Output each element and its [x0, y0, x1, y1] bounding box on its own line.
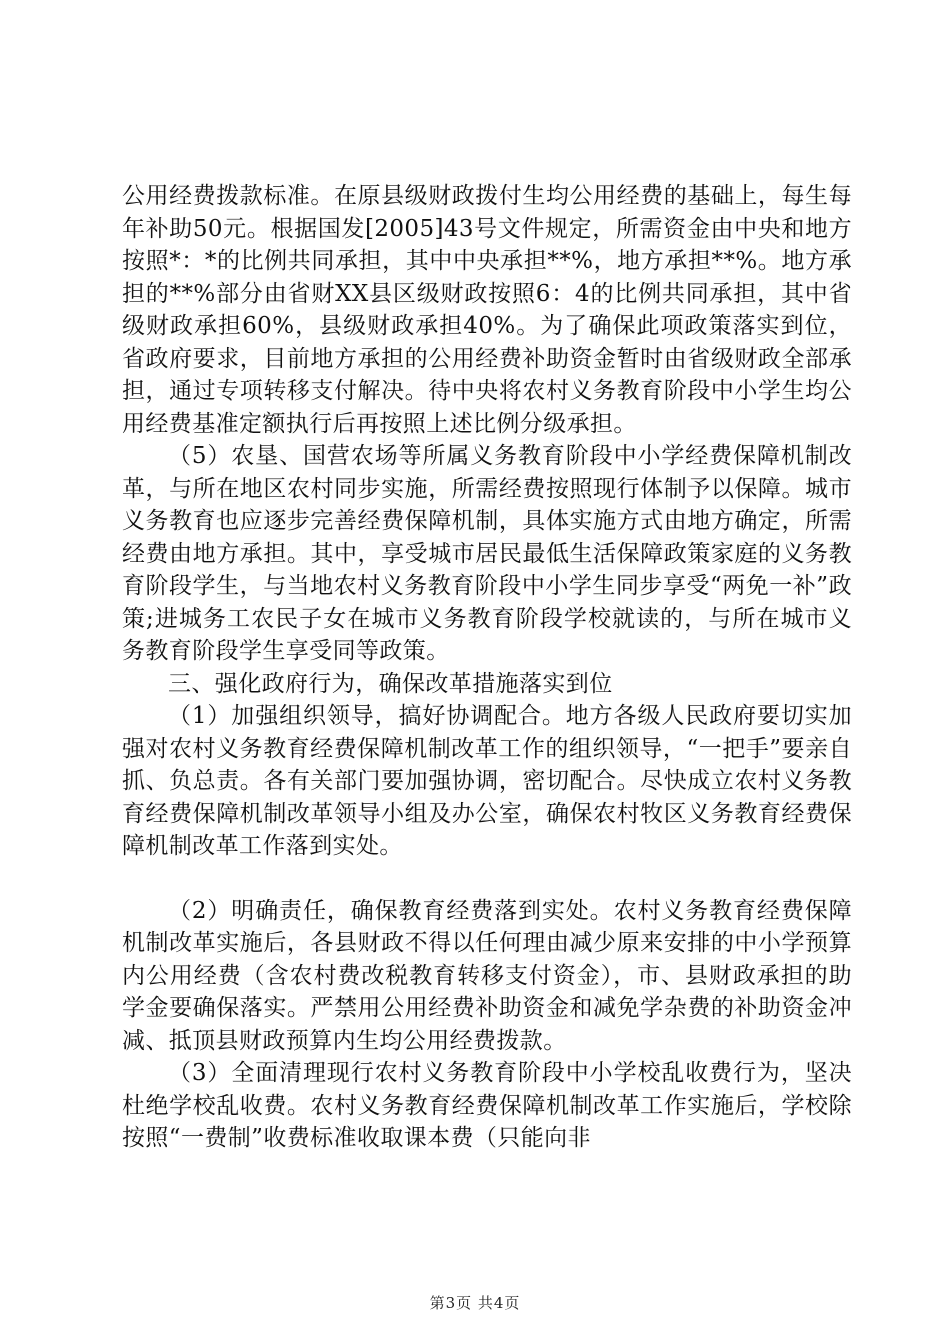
- document-body: [122, 180, 852, 1155]
- section-heading-3: 三、强化政府行为，确保改革措施落实到位: [168, 670, 613, 697]
- paragraph-item-5: （5）农垦、国营农场等所属义务教育阶段中小学经费保障机制改革，与所在地区农村同步实施，所需经费按照现行体制予以保障。城市义务教育也应逐步完善经费保障机制，具体实施方式由地方确定，所需经费由地方承担。其中，享受城市居民最低生活保障政策家庭的义务教育阶段学生，与当地农村义务教育阶段中小学生同步享受“两免一补”政策;进城务工农民子女在城市义务教育阶段学校就读的，与所在城市义务教育阶段学生享受同等政策。: [122, 443, 852, 664]
- paragraph-item-3: （3）全面清理现行农村义务教育阶段中小学校乱收费行为，坚决杜绝学校乱收费。农村义务教育经费保障机制改革工作实施后，学校除按照“一费制”收费标准收取课本费（只能向非: [122, 1060, 852, 1151]
- paragraph-item-1: （1）加强组织领导，搞好协调配合。地方各级人民政府要切实加强对农村义务教育经费保障机制改革工作的组织领导，“一把手”要亲自抓、负总责。各有关部门要加强协调，密切配合。尽快成立农村义务教育经费保障机制改革领导小组及办公室，确保农村牧区义务教育经费保障机制改革工作落到实处。: [122, 703, 852, 859]
- paragraph-funding-standard: 公用经费拨款标准。在原县级财政拨付生均公用经费的基础上，每生每年补助50元。根据国发[2005]43号文件规定，所需资金由中央和地方按照*：*的比例共同承担，其中中央承担**%，地方承担**%。地方承担的**%部分由省财XX县区级财政按照6：4的比例共同承担，其中省级财政承担60%，县级财政承担40%。为了确保此项政策落实到位，省政府要求，目前地方承担的公用经费补助资金暂时由省级财政全部承担，通过专项转移支付解决。待中央将农村义务教育阶段中小学生均公用经费基准定额执行后再按照上述比例分级承担。: [122, 183, 852, 437]
- page-footer: 第3页 共4页: [429, 1294, 521, 1312]
- paragraph-item-2: （2）明确责任，确保教育经费落到实处。农村义务教育经费保障机制改革实施后，各县财政不得以任何理由减少原来安排的中小学预算内公用经费（含农村费改税教育转移支付资金），市、县财政承担的助学金要确保落实。严禁用公用经费补助资金和减免学杂费的补助资金冲减、抵顶县财政预算内生均公用经费拨款。: [122, 897, 852, 1054]
